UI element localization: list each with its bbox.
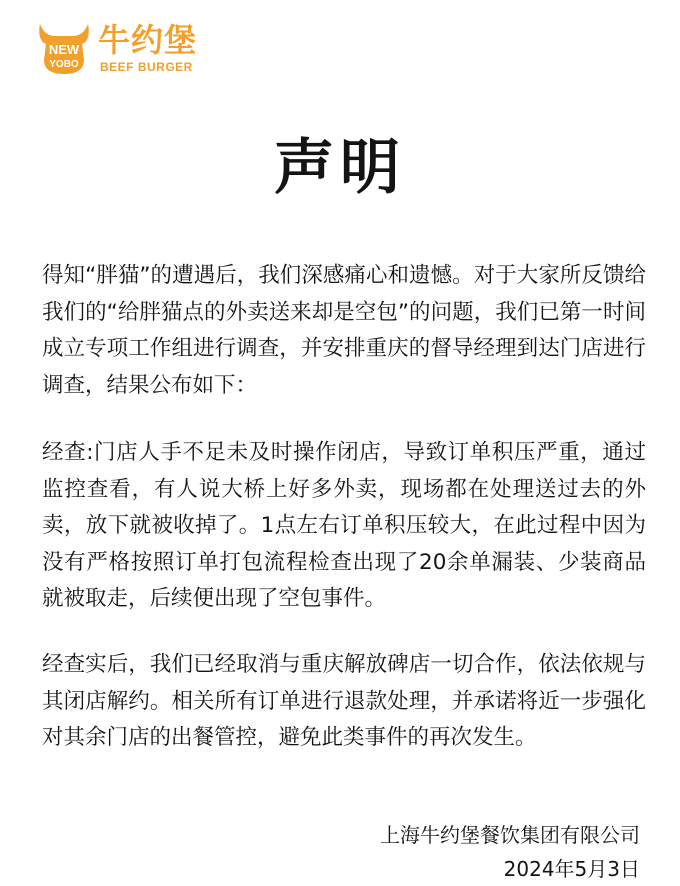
logo-badge-top-text: NEW	[48, 42, 80, 57]
signature-date: 2024年5月3日	[503, 857, 640, 881]
logo-badge-bottom-text: YOBO	[49, 59, 79, 70]
signature-company: 上海牛约堡餐饮集团有限公司	[380, 823, 640, 847]
statement-paragraph-2: 经查:门店人手不足未及时操作闭店，导致订单积压严重，通过监控查看，有人说大桥上好多外卖，现场都在处理送过去的外卖，放下就被收掉了。1点左右订单积压较大，在此过程中因为没有严格按照订单打包流程检查出现了20余单漏装、少装商品就被取走，后续便出现了空包事件。	[42, 440, 646, 611]
document-title: 声明	[274, 133, 406, 203]
brand-name-en: BEEF BURGER	[100, 60, 193, 74]
signature-block	[240, 818, 640, 886]
bull-head-logo-icon	[34, 16, 94, 76]
brand-logo	[34, 16, 214, 80]
statement-paragraph-3: 经查实后，我们已经取消与重庆解放碑店一切合作，依法依规与其闭店解约。相关所有订单进行退款处理，并承诺将近一步强化对其余门店的出餐管控，避免此类事件的再次发生。	[42, 652, 646, 750]
brand-name-cn: 牛约堡	[98, 21, 198, 59]
statement-paragraph-1: 得知“胖猫”的遭遇后，我们深感痛心和遗憾。对于大家所反馈给我们的“给胖猫点的外卖送来却是空包”的问题，我们已第一时间成立专项工作组进行调查，并安排重庆的督导经理到达门店进行调查，结果公布如下：	[42, 263, 646, 398]
